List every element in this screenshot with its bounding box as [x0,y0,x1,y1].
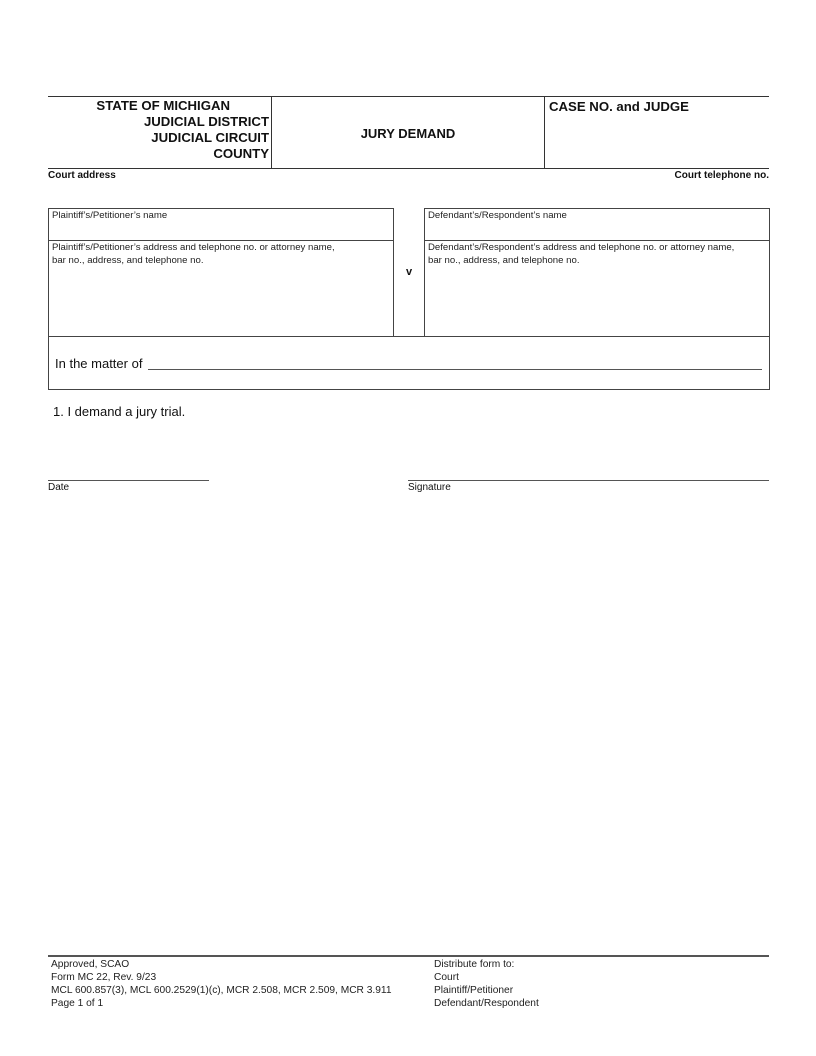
defendant-address-field[interactable] [424,240,770,337]
date-field[interactable] [48,480,209,481]
in-the-matter-of-label: In the matter of [55,356,143,371]
versus-label: v [405,266,413,278]
distribution-plaintiff: Plaintiff/Petitioner [434,985,514,996]
footer-rule [48,955,769,957]
legal-citations: MCL 600.857(3), MCL 600.2529(1)(c), MCR 2.508, MCR 2.509, MCR 3.911 [51,985,392,996]
signature-field[interactable] [408,480,769,481]
defendant-address-label-line-1: Defendant’s/Respondent’s address and telephone no. or attorney name, [428,242,735,253]
plaintiff-address-label-line-2: bar no., address, and telephone no. [52,254,204,266]
signature-label: Signature [408,482,451,493]
plaintiff-name-label: Plaintiff’s/Petitioner’s name [52,210,168,221]
court-address-label: Court address [48,170,116,181]
header-bottom-rule [48,168,769,169]
judicial-district-label: JUDICIAL DISTRICT [143,114,269,129]
court-jurisdiction-block [48,98,269,162]
plaintiff-address-label [49,241,393,268]
county-label: COUNTY [213,146,269,161]
header-divider-right [544,97,545,168]
defendant-address-label [425,241,769,268]
defendant-name-label: Defendant’s/Respondent’s name [428,210,567,221]
form-title: JURY DEMAND [360,126,456,141]
in-the-matter-of-field[interactable] [148,369,762,370]
distribution-heading: Distribute form to: [434,959,515,970]
court-telephone-label: Court telephone no. [674,170,769,181]
plaintiff-address-label-line-1: Plaintiff’s/Petitioner’s address and telephone no. or attorney name, [52,242,335,253]
case-number-judge-field[interactable]: CASE NO. and JUDGE [549,99,689,114]
plaintiff-address-field[interactable] [48,240,394,337]
header-top-rule [48,96,769,97]
page-indicator: Page 1 of 1 [51,998,104,1009]
matter-box [48,336,770,390]
form-number: Form MC 22, Rev. 9/23 [51,972,157,983]
judicial-circuit-label: JUDICIAL CIRCUIT [151,130,269,145]
form-info [51,958,391,1010]
defendant-address-label-line-2: bar no., address, and telephone no. [428,254,580,266]
state-name: STATE OF MICHIGAN [96,98,230,113]
distribution-list [434,958,539,1010]
distribution-defendant: Defendant/Respondent [434,998,539,1009]
defendant-name-field[interactable] [424,208,770,241]
date-label: Date [48,482,70,493]
plaintiff-name-field[interactable] [48,208,394,241]
jury-demand-statement: 1. I demand a jury trial. [53,404,186,419]
distribution-court: Court [434,972,459,983]
approval-text: Approved, SCAO [51,959,130,970]
